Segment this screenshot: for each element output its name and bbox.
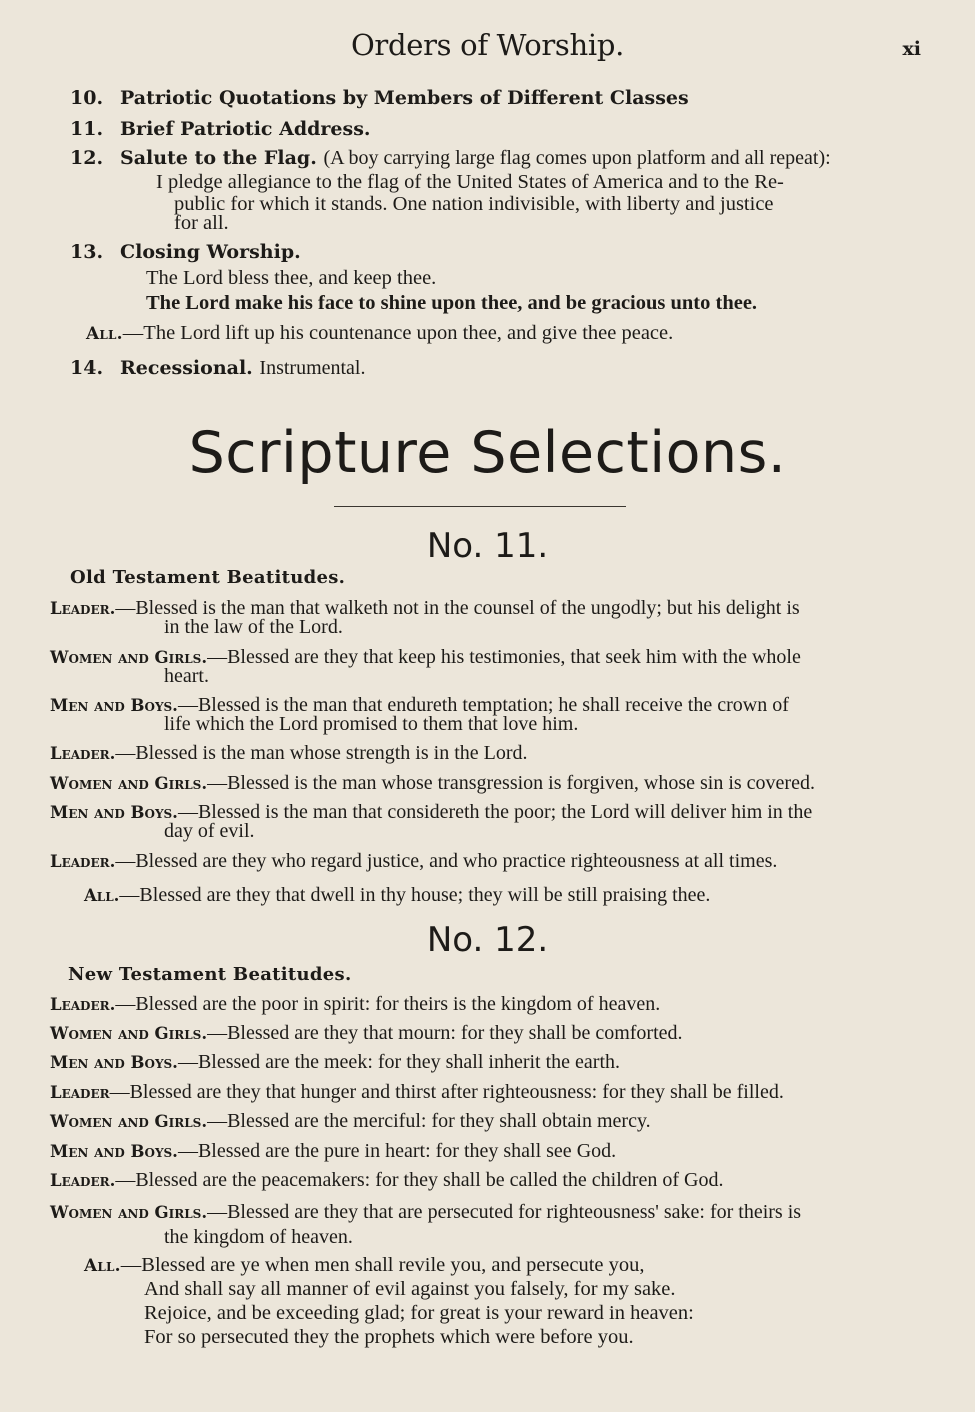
responsive-line [50, 1142, 920, 1161]
order-item-title: Patriotic Quotations by Members of Different Classes [120, 87, 689, 109]
speaker-label: Women and Girls. [50, 1203, 208, 1222]
order-item-number: 12. [70, 147, 104, 169]
responsive-line [50, 1053, 920, 1072]
speaker-all: All. [86, 324, 123, 344]
speaker-label: Men and Boys. [50, 1142, 178, 1161]
closing-all-verse-line-2: And shall say all manner of evil against you falsely, for my sake. [144, 1278, 676, 1300]
line-text: —Blessed are they that mourn: for they shall be comforted. [207, 1022, 683, 1044]
responsive-line [50, 744, 920, 763]
line-text: —Blessed is the man whose transgression is forgiven, whose sin is covered. [207, 772, 815, 794]
speaker-label: Leader [50, 1083, 110, 1102]
responsive-line [84, 886, 954, 905]
pledge-line-2: public for which it stands. One nation indivisible, with liberty and justice [174, 193, 774, 215]
responsive-line [50, 1200, 920, 1250]
line-text: —Blessed are they that are persecuted for righteousness' sake: for theirs is [207, 1201, 802, 1223]
line-text: —Blessed are the meek: for they shall inherit the earth. [177, 1051, 621, 1073]
line-text: —Blessed is the man that considereth the poor; the Lord will deliver him in the [177, 801, 813, 823]
responsive-line [50, 774, 920, 793]
line-text: —Blessed are they who regard justice, and who practice righteousness at all times. [115, 850, 778, 872]
order-item-title: Brief Patriotic Address. [120, 118, 371, 140]
closing-all-text: —The Lord lift up his countenance upon thee, and give thee peace. [122, 322, 674, 344]
responsive-line [50, 696, 920, 734]
closing-line-2: The Lord make his face to shine upon thee, and be gracious unto thee. [146, 292, 758, 314]
order-item-14 [70, 357, 930, 380]
line-continuation: heart. [164, 665, 209, 687]
order-item-note: Instrumental. [259, 357, 366, 379]
page-number: xi [902, 38, 921, 60]
line-text: —Blessed are they that keep his testimonies, that seek him with the whole [207, 646, 801, 668]
order-item-note: (A boy carrying large flag comes upon platform and all repeat): [323, 147, 831, 169]
order-item-title: Recessional. [120, 357, 253, 379]
responsive-line [50, 803, 920, 841]
speaker-label: Women and Girls. [50, 1024, 208, 1043]
section-title: Scripture Selections. [188, 420, 787, 486]
section-divider [334, 506, 626, 507]
order-item-title: Salute to the Flag. [120, 147, 317, 169]
running-header: Orders of Worship. [350, 28, 625, 62]
closing-all-verse-line-1 [84, 1254, 645, 1277]
selection-heading-11: Old Testament Beatitudes. [70, 567, 346, 588]
closing-all-verse-line-3: Rejoice, and be exceeding glad; for great is your reward in heaven: [144, 1302, 694, 1324]
speaker-label: Men and Boys. [50, 803, 178, 822]
speaker-label: All. [84, 886, 120, 905]
line-text: —Blessed are the merciful: for they shall obtain mercy. [207, 1110, 651, 1132]
speaker-label: Leader. [50, 995, 116, 1014]
speaker-label: Leader. [50, 1171, 116, 1190]
order-item-number: 10. [70, 87, 104, 109]
line-text: —Blessed is the man that walketh not in the counsel of the ungodly; but his delight is [115, 597, 800, 619]
responsive-line [50, 995, 920, 1014]
speaker-label: Women and Girls. [50, 774, 208, 793]
speaker-label: Women and Girls. [50, 648, 208, 667]
speaker-label: Men and Boys. [50, 1053, 178, 1072]
responsive-line [50, 599, 920, 637]
order-item-title: Closing Worship. [120, 241, 301, 263]
verse-text: —Blessed are ye when men shall revile you, and persecute you, [120, 1254, 645, 1276]
order-item-number: 13. [70, 241, 104, 263]
speaker-label: Leader. [50, 852, 116, 871]
responsive-line [50, 1112, 920, 1131]
responsive-line [50, 648, 920, 686]
line-text: —Blessed are they that hunger and thirst after righteousness: for they shall be filled. [109, 1081, 784, 1103]
closing-line-1: The Lord bless thee, and keep thee. [146, 267, 437, 289]
order-item-12 [70, 147, 930, 170]
speaker-all: All. [84, 1256, 121, 1276]
speaker-label: Women and Girls. [50, 1112, 208, 1131]
selection-heading-12: New Testament Beatitudes. [68, 964, 352, 985]
closing-all-verse-line-4: For so persecuted they the prophets which were before you. [144, 1326, 634, 1348]
speaker-label: Leader. [50, 744, 116, 763]
closing-all-line [86, 322, 673, 345]
order-item-number: 14. [70, 357, 104, 379]
line-continuation: life which the Lord promised to them that love him. [164, 713, 579, 735]
pledge-line-3: for all. [174, 212, 229, 234]
line-text: —Blessed is the man whose strength is in the Lord. [115, 742, 528, 764]
responsive-line [50, 1024, 920, 1043]
line-continuation: day of evil. [164, 820, 255, 842]
line-text: —Blessed is the man that endureth temptation; he shall receive the crown of [177, 694, 789, 716]
responsive-line [50, 1083, 920, 1102]
order-item-13 [70, 241, 930, 263]
line-text: —Blessed are they that dwell in thy house; they will be still praising thee. [119, 884, 711, 906]
responsive-line [50, 852, 920, 871]
responsive-line [50, 1171, 920, 1190]
line-text: —Blessed are the pure in heart: for they shall see God. [177, 1140, 617, 1162]
line-text: —Blessed are the poor in spirit: for theirs is the kingdom of heaven. [115, 993, 661, 1015]
order-item-number: 11. [70, 118, 104, 140]
line-continuation: in the law of the Lord. [164, 616, 343, 638]
order-item-11 [70, 118, 930, 140]
line-continuation: the kingdom of heaven. [164, 1226, 353, 1248]
order-item-10 [70, 87, 930, 109]
speaker-label: Leader. [50, 599, 116, 618]
line-text: —Blessed are the peacemakers: for they shall be called the children of God. [115, 1169, 724, 1191]
selection-number-11: No. 11. [426, 526, 549, 566]
speaker-label: Men and Boys. [50, 696, 178, 715]
pledge-line-1: I pledge allegiance to the flag of the United States of America and to the Re- [156, 171, 784, 193]
selection-number-12: No. 12. [426, 920, 549, 960]
